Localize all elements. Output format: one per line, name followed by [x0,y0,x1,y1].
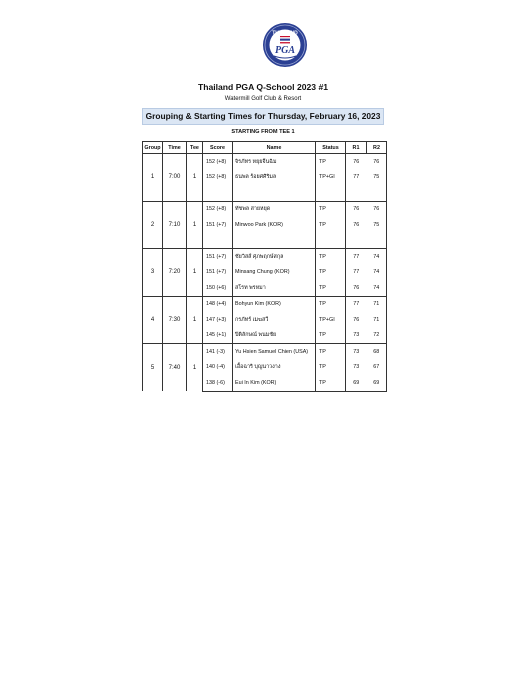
player-score: 151 (+7) [203,217,233,233]
column-header-r1: R1 [346,142,367,154]
starting-tee-heading: STARTING FROM TEE 1 [231,129,295,135]
venue-name: Watermill Golf Club & Resort [224,96,302,102]
player-score: 151 (+7) [203,249,233,265]
group-group: 5 [143,344,163,392]
group-tee: 1 [187,249,203,297]
player-r2: 75 [367,217,387,233]
grouping-table [142,141,387,392]
player-r1: 69 [346,375,367,391]
player-name: Eui In Kim (KOR) [233,375,316,391]
player-name [233,185,316,201]
player-r2: 71 [367,312,387,328]
player-status: TP [316,296,346,312]
player-r1 [346,233,367,249]
player-status: TP [316,280,346,296]
player-r2 [367,185,387,201]
column-header-time: Time [163,142,187,154]
player-name: Minwoo Park (KOR) [233,217,316,233]
group-group: 4 [143,296,163,344]
table-row [143,249,387,265]
group-tee: 1 [187,154,203,202]
player-name [233,233,316,249]
player-r1: 76 [346,217,367,233]
player-status: TP [316,344,346,360]
player-r1: 73 [346,328,367,344]
player-name: Bohyun Kim (KOR) [233,296,316,312]
logo-top-text: THAILAND [272,30,298,37]
logo-main-text: PGA [275,45,295,56]
player-status: TP+GI [316,312,346,328]
player-score: 141 (-3) [203,344,233,360]
group-tee: 1 [187,344,203,392]
player-status: TP [316,265,346,281]
player-r2: 69 [367,375,387,391]
group-time: 7:00 [163,154,187,202]
player-name: กรภัทร์ เมฆสวี [233,312,316,328]
table-body [143,154,387,392]
group-time: 7:20 [163,249,187,297]
player-r2: 72 [367,328,387,344]
player-r1: 76 [346,154,367,170]
group-group: 3 [143,249,163,297]
player-status: TP [316,201,346,217]
player-r1: 77 [346,265,367,281]
thailand-pga-logo [262,22,308,68]
column-header-name: Name [233,142,316,154]
column-header-status: Status [316,142,346,154]
player-r1: 73 [346,360,367,376]
player-name: จิรภัทร หยุยจีนฉิม [233,154,316,170]
column-header-score: Score [203,142,233,154]
table-row [143,201,387,217]
player-r1: 76 [346,201,367,217]
group-group: 1 [143,154,163,202]
player-r1: 77 [346,296,367,312]
player-r2: 74 [367,280,387,296]
player-score: 150 (+6) [203,280,233,296]
player-name: ปิติลักษณ์ พนมชัย [233,328,316,344]
player-name: เอื้อฉาริ บุญนาวงาง [233,360,316,376]
player-score: 151 (+7) [203,265,233,281]
group-time: 7:40 [163,344,187,392]
table-row [143,296,387,312]
player-r2: 76 [367,201,387,217]
player-r1 [346,185,367,201]
player-score: 152 (+8) [203,201,233,217]
player-r2: 74 [367,265,387,281]
player-r2: 74 [367,249,387,265]
column-header-group: Group [143,142,163,154]
player-score: 138 (-6) [203,375,233,391]
column-header-tee: Tee [187,142,203,154]
player-status: TP [316,360,346,376]
table-row [143,344,387,360]
player-score: 152 (+8) [203,170,233,186]
page-title: Thailand PGA Q-School 2023 #1 [197,82,329,92]
player-score: 148 (+4) [203,296,233,312]
player-r2: 75 [367,170,387,186]
player-status [316,233,346,249]
player-r1: 77 [346,249,367,265]
player-r1: 73 [346,344,367,360]
player-status [316,185,346,201]
player-score [203,233,233,249]
player-score: 145 (+1) [203,328,233,344]
player-r1: 76 [346,312,367,328]
player-r2: 76 [367,154,387,170]
player-score: 152 (+8) [203,154,233,170]
player-r1: 77 [346,170,367,186]
player-name: ธนพล ร้อยศศิริมล [233,170,316,186]
player-score: 147 (+3) [203,312,233,328]
column-header-r2: R2 [367,142,387,154]
player-status: TP [316,217,346,233]
player-name: Minsang Chung (KOR) [233,265,316,281]
player-r2 [367,233,387,249]
player-status: TP+GI [316,170,346,186]
player-name: Yu Hsien Samuel Chien (USA) [233,344,316,360]
player-r2: 68 [367,344,387,360]
group-tee: 1 [187,296,203,344]
player-score: 140 (-4) [203,360,233,376]
player-name: ชัยวิสส์ ศุภพฤกษ์สกุล [233,249,316,265]
player-status: TP [316,249,346,265]
player-status: TP [316,328,346,344]
player-r1: 76 [346,280,367,296]
table-row [143,154,387,170]
group-group: 2 [143,201,163,249]
table-header-row [143,142,387,154]
player-name: ทัชพล สายหยุด [233,201,316,217]
group-time: 7:10 [163,201,187,249]
schedule-banner: Grouping & Starting Times for Thursday, February 16, 2023 [142,108,384,125]
player-status: TP [316,154,346,170]
player-name: สโรท พรหมา [233,280,316,296]
group-tee: 1 [187,201,203,249]
player-r2: 71 [367,296,387,312]
group-time: 7:30 [163,296,187,344]
player-score [203,185,233,201]
player-status: TP [316,375,346,391]
player-r2: 67 [367,360,387,376]
